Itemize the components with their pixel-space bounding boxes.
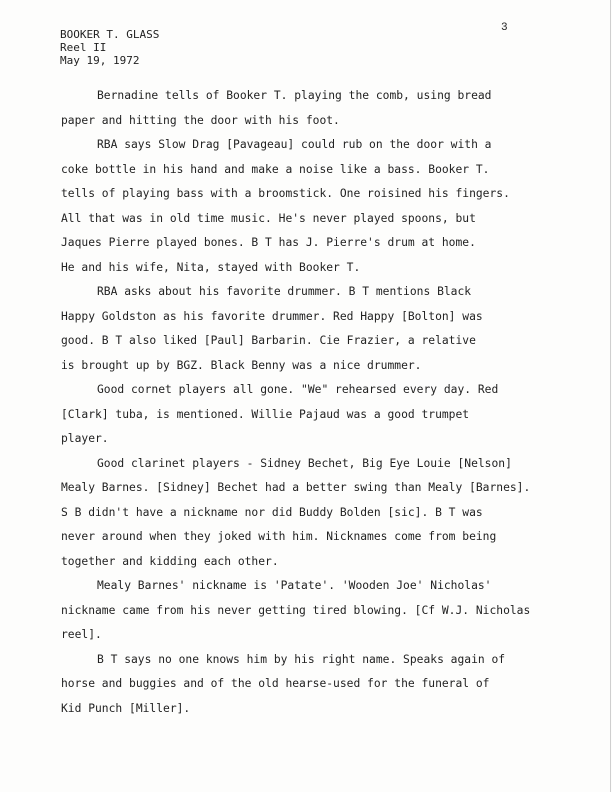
paragraph-line: Kid Punch [Miller]. bbox=[61, 701, 191, 715]
paragraph-line: B T says no one knows him by his right name. Speaks again of bbox=[97, 652, 506, 666]
interview-date: May 19, 1972 bbox=[60, 54, 140, 67]
paragraph-line: good. B T also liked [Paul] Barbarin. Cie Frazier, a relative bbox=[61, 334, 476, 347]
paragraph bbox=[61, 84, 591, 133]
interviewee-name: BOOKER T. GLASS bbox=[60, 28, 160, 41]
page-edge bbox=[610, 0, 611, 792]
paragraph-line: is brought up by BGZ. Black Benny was a nice drummer. bbox=[61, 358, 422, 372]
paragraph bbox=[61, 280, 591, 378]
paragraph-line: RBA says Slow Drag [Pavageau] could rub on the door with a bbox=[97, 138, 492, 151]
reel-label: Reel II bbox=[60, 41, 107, 54]
paragraph-line: Good clarinet players - Sidney Bechet, Big Eye Louie [Nelson] bbox=[97, 456, 512, 470]
document-header bbox=[60, 28, 159, 67]
paragraph bbox=[61, 378, 591, 452]
paragraph bbox=[61, 648, 591, 722]
paragraph-line: tells of playing bass with a broomstick. One roisined his fingers. bbox=[61, 187, 510, 200]
paragraph-line: horse and buggies and of the old hearse-used for the funeral of bbox=[61, 677, 490, 690]
paragraph-line: nickname came from his never getting tired blowing. [Cf W.J. Nicholas bbox=[61, 603, 531, 617]
paragraph-line: paper and hitting the door with his foot. bbox=[61, 113, 340, 127]
paragraph-line: Bernadine tells of Booker T. playing the comb, using bread bbox=[97, 89, 492, 102]
paragraph-line: together and kidding each other. bbox=[61, 554, 279, 568]
paragraph-line: Happy Goldston as his favorite drummer. Red Happy [Bolton] was bbox=[61, 309, 483, 323]
paragraph-line: never around when they joked with him. Nicknames come from being bbox=[61, 530, 497, 543]
paragraph bbox=[61, 452, 591, 575]
paragraph-line: reel]. bbox=[61, 628, 102, 641]
transcript-body bbox=[61, 84, 591, 721]
paragraph-line: [Clark] tuba, is mentioned. Willie Pajaud was a good trumpet bbox=[61, 407, 470, 421]
paragraph-line: coke bottle in his hand and make a noise like a bass. Booker T. bbox=[61, 162, 490, 176]
paragraph bbox=[61, 133, 591, 280]
paragraph bbox=[61, 574, 591, 648]
paragraph-line: Mealy Barnes. [Sidney] Bechet had a better swing than Mealy [Barnes]. bbox=[61, 481, 531, 494]
paragraph-line: RBA asks about his favorite drummer. B T mentions Black bbox=[97, 285, 472, 298]
paragraph-line: Good cornet players all gone. "We" rehearsed every day. Red bbox=[97, 383, 499, 396]
paragraph-line: All that was in old time music. He's never played spoons, but bbox=[61, 211, 476, 225]
page-number: 3 bbox=[501, 22, 508, 34]
paragraph-line: S B didn't have a nickname nor did Buddy Bolden [sic]. B T was bbox=[61, 505, 483, 519]
paragraph-line: Jaques Pierre played bones. B T has J. Pierre's drum at home. bbox=[61, 236, 476, 249]
paragraph-line: Mealy Barnes' nickname is 'Patate'. 'Wooden Joe' Nicholas' bbox=[97, 579, 492, 592]
paragraph-line: player. bbox=[61, 432, 109, 445]
paragraph-line: He and his wife, Nita, stayed with Booker T. bbox=[61, 260, 361, 274]
